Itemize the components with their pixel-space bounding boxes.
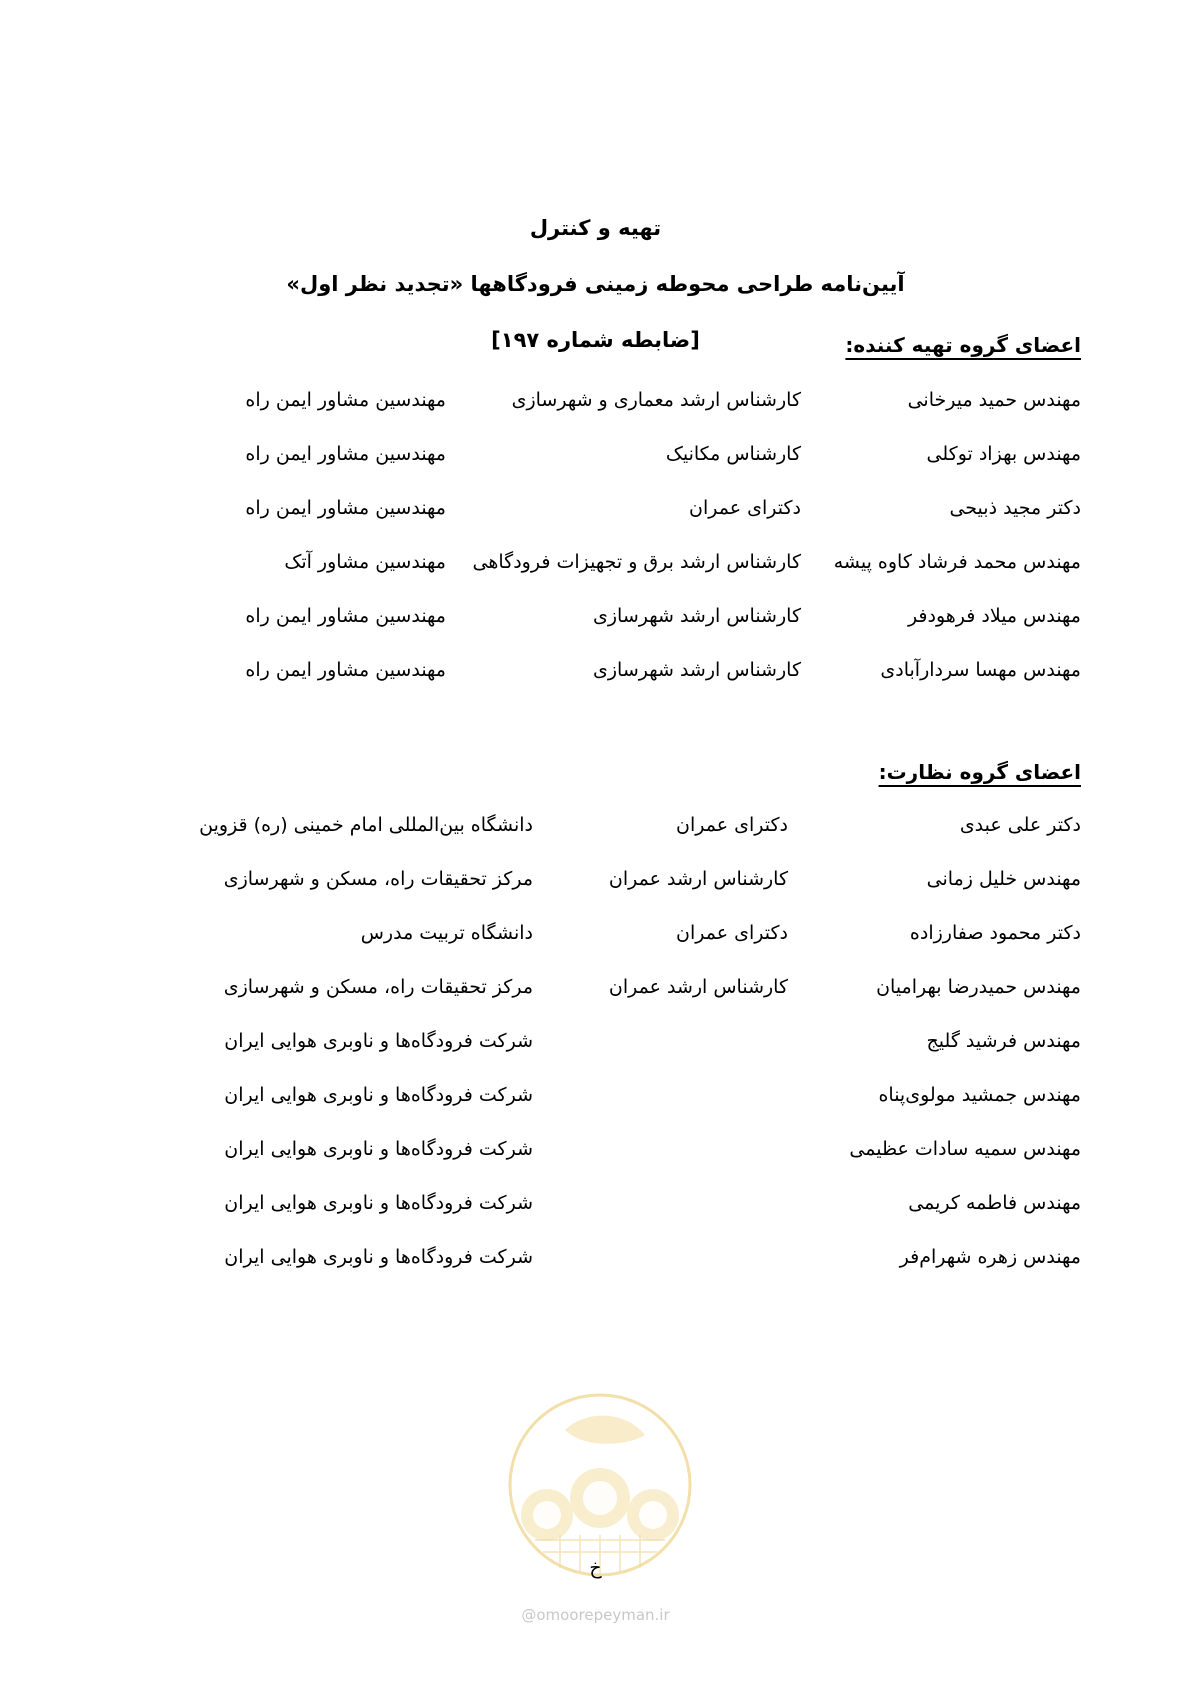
member-name: مهندس جمشید مولوی‌پناه — [878, 1084, 1081, 1106]
title-line-1: تهیه و کنترل — [529, 216, 662, 240]
member-organization: شرکت فرودگاه‌ها و ناوبری هوایی ایران — [224, 1030, 533, 1052]
member-row — [0, 587, 1191, 645]
member-name: دکتر مجید ذبیحی — [949, 497, 1081, 519]
member-row — [0, 850, 1191, 908]
member-row — [0, 425, 1191, 483]
title-line-2: آیین‌نامه طراحی محوطه زمینی فرودگاهها «تجدید نظر اول» — [286, 272, 905, 296]
member-organization: مرکز تحقیقات راه، مسکن و شهرسازی — [223, 868, 533, 890]
member-name: مهندس زهره شهرام‌فر — [899, 1246, 1081, 1268]
member-organization: مرکز تحقیقات راه، مسکن و شهرسازی — [223, 976, 533, 998]
member-row — [0, 1228, 1191, 1286]
preparing-group-heading: اعضای گروه تهیه کننده: — [845, 333, 1081, 357]
member-degree: کارشناس مکانیک — [665, 443, 801, 465]
member-degree: دکترای عمران — [676, 922, 788, 944]
member-name: مهندس خلیل زمانی — [926, 868, 1081, 890]
member-row — [0, 1066, 1191, 1124]
member-degree: کارشناس ارشد شهرسازی — [593, 659, 801, 681]
member-row — [0, 533, 1191, 591]
member-degree: کارشناس ارشد عمران — [608, 976, 788, 998]
member-name: مهندس حمیدرضا بهرامیان — [876, 976, 1081, 998]
member-name: مهندس میلاد فرهودفر — [907, 605, 1081, 627]
member-name: مهندس محمد فرشاد کاوه پیشه — [833, 551, 1081, 573]
member-degree: دکترای عمران — [676, 814, 788, 836]
member-organization: مهندسین مشاور ایمن راه — [245, 389, 446, 411]
member-degree: کارشناس ارشد برق و تجهیزات فرودگاهی — [472, 551, 801, 573]
at-icon: @ — [521, 1606, 537, 1624]
website-watermark — [0, 1606, 1191, 1624]
member-name: مهندس مهسا سردارآبادی — [880, 659, 1081, 681]
member-name: مهندس فرشید گلیج — [926, 1030, 1081, 1052]
member-organization: مهندسین مشاور ایمن راه — [245, 605, 446, 627]
member-organization: شرکت فرودگاه‌ها و ناوبری هوایی ایران — [224, 1246, 533, 1268]
member-organization: مهندسین مشاور ایمن راه — [245, 443, 446, 465]
member-organization: شرکت فرودگاه‌ها و ناوبری هوایی ایران — [224, 1084, 533, 1106]
member-row — [0, 1012, 1191, 1070]
title-line-3: [ضابطه شماره ۱۹۷] — [491, 328, 700, 352]
member-row — [0, 796, 1191, 854]
member-row — [0, 371, 1191, 429]
watermark-logo — [505, 1390, 695, 1580]
member-name: مهندس فاطمه کریمی — [908, 1192, 1081, 1214]
member-name: مهندس بهزاد توکلی — [926, 443, 1081, 465]
member-degree: کارشناس ارشد شهرسازی — [593, 605, 801, 627]
member-degree: کارشناس ارشد معماری و شهرسازی — [511, 389, 801, 411]
member-name: مهندس حمید میرخانی — [907, 389, 1081, 411]
member-name: مهندس سمیه سادات عظیمی — [849, 1138, 1081, 1160]
member-organization: مهندسین مشاور ایمن راه — [245, 497, 446, 519]
member-name: دکتر علی عبدی — [959, 814, 1081, 836]
member-organization: شرکت فرودگاه‌ها و ناوبری هوایی ایران — [224, 1192, 533, 1214]
member-organization: دانشگاه تربیت مدرس — [360, 922, 533, 944]
page-number: خ — [589, 1557, 602, 1579]
member-row — [0, 479, 1191, 537]
member-row — [0, 1120, 1191, 1178]
member-row — [0, 641, 1191, 699]
member-organization: دانشگاه بین‌المللی امام خمینی (ره) قزوین — [199, 814, 533, 836]
member-row — [0, 1174, 1191, 1232]
member-degree: کارشناس ارشد عمران — [608, 868, 788, 890]
member-row — [0, 958, 1191, 1016]
member-organization: مهندسین مشاور آتک — [284, 551, 446, 573]
member-name: دکتر محمود صفارزاده — [909, 922, 1081, 944]
supervising-group-heading: اعضای گروه نظارت: — [878, 760, 1081, 784]
website-text: omoorepeyman.ir — [536, 1606, 670, 1624]
member-degree: دکترای عمران — [689, 497, 801, 519]
member-organization: مهندسین مشاور ایمن راه — [245, 659, 446, 681]
member-organization: شرکت فرودگاه‌ها و ناوبری هوایی ایران — [224, 1138, 533, 1160]
member-row — [0, 904, 1191, 962]
